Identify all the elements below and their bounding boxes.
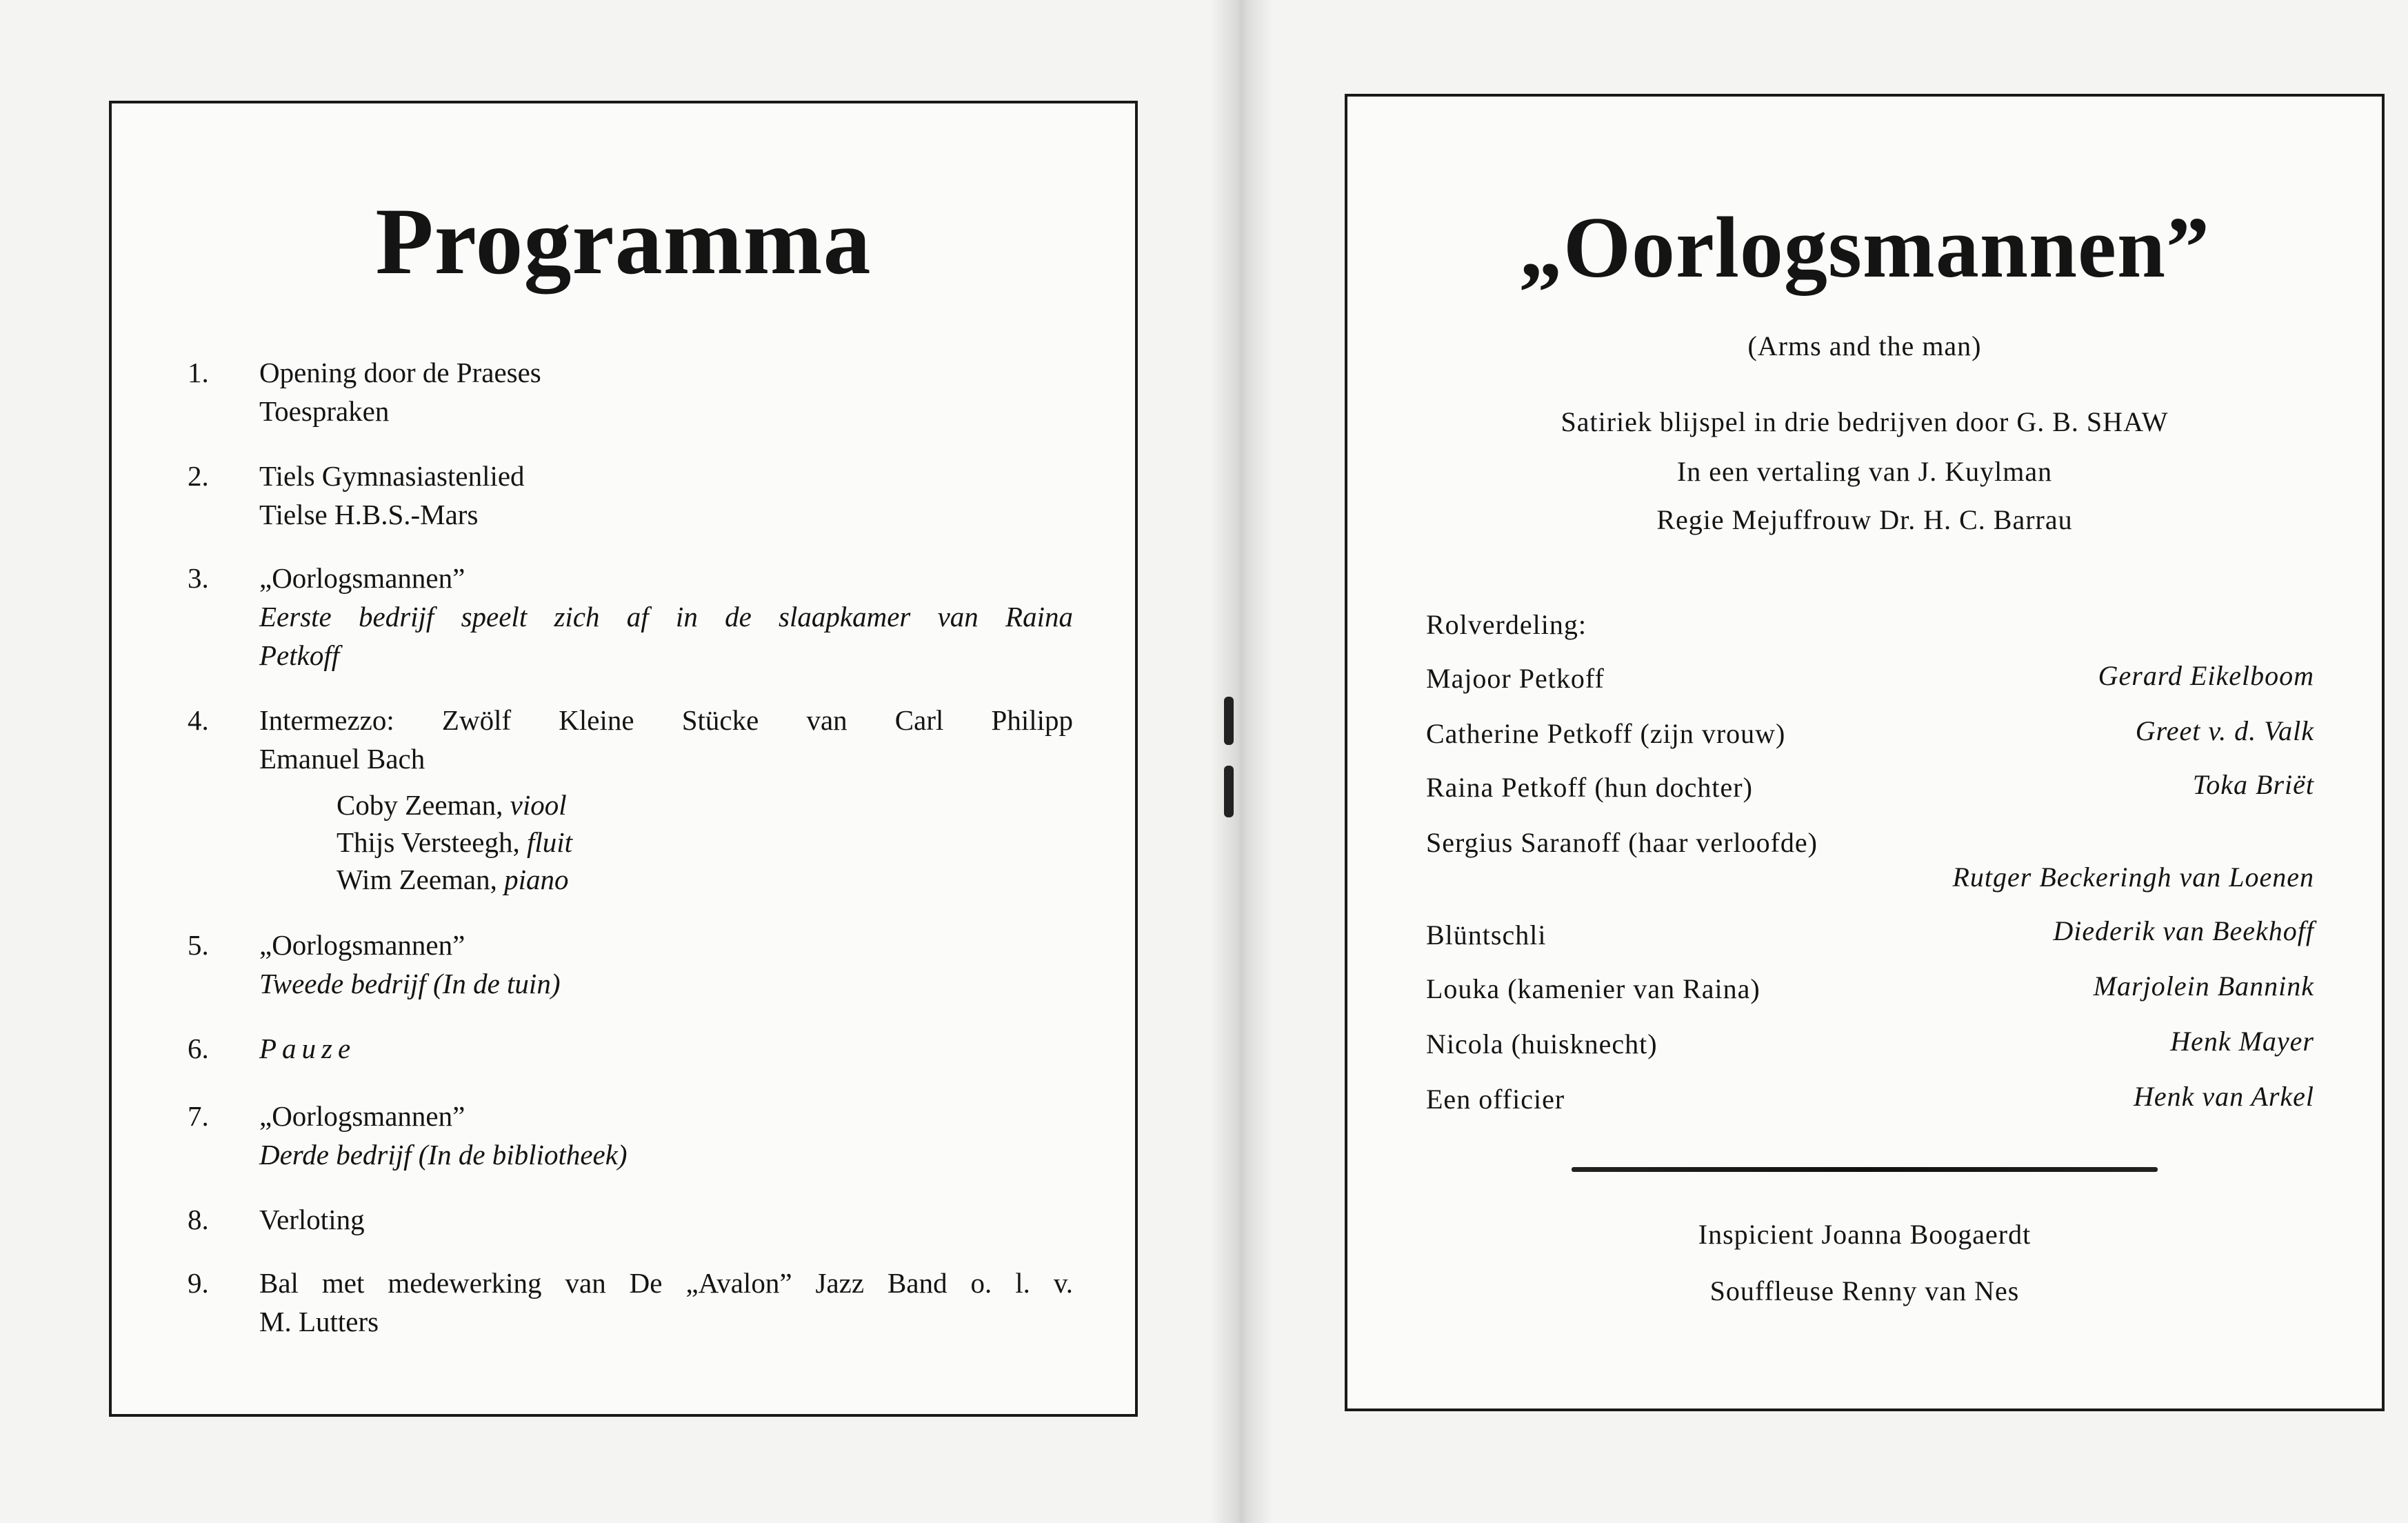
item-line: Tiels Gymnasiastenlied [259,460,525,492]
cast-actor: Gerard Eikelboom [2098,660,2314,691]
item-number: 2. [188,460,209,492]
item-line: Pauze [259,1033,357,1064]
cast-actor: Diederik van Beekhoff [2053,915,2314,946]
cast-role: Nicola (huisknecht) [1426,1028,1658,1059]
cast-actor: Henk Mayer [2170,1026,2314,1057]
performer: Wim Zeeman, piano [337,864,569,895]
item-line: „Oorlogsmannen” [259,1100,465,1132]
item-line: Verloting [259,1204,365,1235]
cast-role: Louka (kamenier van Raina) [1426,973,1760,1004]
performer: Coby Zeeman, viool [337,789,567,821]
staple-bottom [1224,766,1234,817]
crew-line: Inspicient Joanna Boogaerdt [1698,1219,2031,1250]
cast-page [1345,94,2385,1411]
cast-actor: Henk van Arkel [2133,1081,2314,1112]
play-info-line: In een vertaling van J. Kuylman [1676,456,2053,487]
cast-role: Blüntschli [1426,919,1547,950]
item-number: 4. [188,704,209,736]
play-title: „Oorlogsmannen” [1518,200,2211,296]
item-line: „Oorlogsmannen” [259,929,465,961]
item-line: Tielse H.B.S.-Mars [259,499,479,530]
item-number: 6. [188,1033,209,1064]
item-line: M. Lutters [259,1306,379,1337]
performer: Thijs Versteegh, fluit [337,826,573,858]
cast-actor: Marjolein Bannink [2093,970,2314,1002]
cast-heading: Rolverdeling: [1426,609,1587,640]
item-line: Derde bedrijf (In de bibliotheek) [259,1139,628,1171]
cast-actor: Greet v. d. Valk [2135,715,2314,746]
program-page [109,101,1138,1417]
item-line: Toespraken [259,395,390,427]
cast-role: Catherine Petkoff (zijn vrouw) [1426,718,1786,749]
crew-line: Souffleuse Renny van Nes [1709,1275,2020,1306]
cast-actor: Toka Briët [2192,769,2314,800]
item-line: Intermezzo: Zwölf Kleine Stücke van Carl Philipp [259,704,1073,736]
item-line: Opening door de Praeses [259,357,541,388]
item-line: Eerste bedrijf speelt zich af in de slaapkamer van Raina [259,601,1073,633]
staple-top [1224,697,1234,745]
item-line: Bal met medewerking van De „Avalon” Jazz Band o. l. v. [259,1267,1073,1299]
item-line: Emanuel Bach [259,743,425,775]
play-info-line: Satiriek blijspel in drie bedrijven door G. B. SHAW [1561,406,2169,437]
item-number: 7. [188,1100,209,1132]
item-line: „Oorlogsmannen” [259,562,465,594]
item-line: Petkoff [259,639,340,671]
divider-rule [1572,1167,2158,1172]
item-number: 8. [188,1204,209,1235]
item-number: 3. [188,562,209,594]
item-number: 9. [188,1267,209,1299]
cast-role: Een officier [1426,1084,1565,1115]
booklet-fold [1210,0,1272,1523]
item-number: 5. [188,929,209,961]
item-line: Tweede bedrijf (In de tuin) [259,968,561,999]
play-info-line: Regie Mejuffrouw Dr. H. C. Barrau [1656,504,2073,535]
cast-role: Raina Petkoff (hun dochter) [1426,772,1753,803]
cast-actor: Rutger Beckeringh van Loenen [1952,862,2314,893]
item-number: 1. [188,357,209,388]
cast-role: Sergius Saranoff (haar verloofde) [1426,827,1818,858]
cast-role: Majoor Petkoff [1426,663,1605,694]
page-title: Programma [375,188,872,294]
play-subtitle: (Arms and the man) [1747,330,1982,361]
